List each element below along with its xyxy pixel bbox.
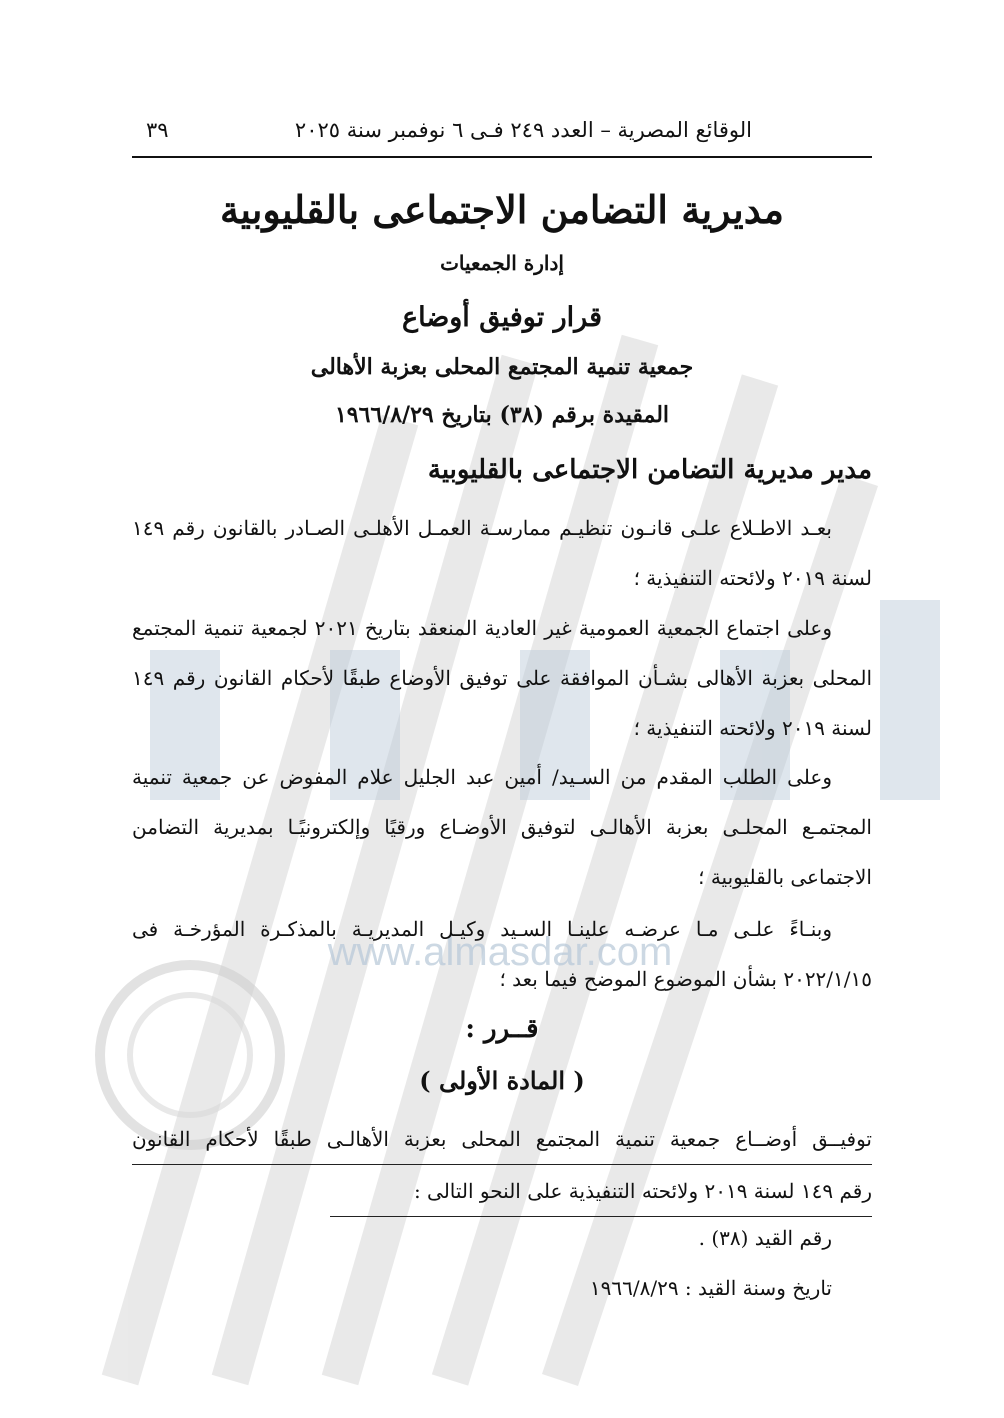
association-name: جمعية تنمية المجتمع المحلى بعزبة الأهالى bbox=[310, 354, 694, 380]
article-title: ( المادة الأولى ) bbox=[419, 1066, 585, 1095]
article-line-2: رقم ١٤٩ لسنة ٢٠١٩ ولائحته التنفيذية على النحو التالى : bbox=[330, 1166, 872, 1217]
paragraph-1-text: بعـد الاطـلاع علـى قانـون تنظيـم ممارسـة العمـل الأهلـى الصـادر بالقانون رقم ١٤٩ لسنة ٢٠١٩ ولائحته التنفيذية ؛ bbox=[132, 516, 872, 590]
paragraph-2-text: وعلى اجتماع الجمعية العمومية غير العادية المنعقد بتاريخ ٢٠٢١ لجمعية تنمية المجتمع المحلى بعزبة الأهالى بشـأن الموافقة على توفيق الأوضاع طبقًا لأحكام القانون رقم ١٤٩ لسنة ٢٠١٩ ولائحته التنفيذية ؛ bbox=[132, 616, 872, 740]
header-title: الوقائع المصرية – العدد ٢٤٩ فـى ٦ نوفمبر سنة ٢٠٢٥ bbox=[294, 118, 752, 142]
sub-title: إدارة الجمعيات bbox=[440, 251, 564, 275]
paragraph-2 bbox=[132, 603, 872, 753]
registration-number-item: رقم القيد (٣٨) . bbox=[698, 1226, 832, 1250]
article-line-1: توفيــق أوضــاع جمعية تنمية المجتمع المحلى بعزبة الأهالـى طبقًا لأحكام القانون bbox=[132, 1114, 872, 1165]
page-number: ٣٩ bbox=[146, 118, 169, 142]
decision-title: قرار توفيق أوضاع bbox=[402, 302, 602, 333]
paragraph-4 bbox=[132, 904, 872, 1004]
main-title: مديرية التضامن الاجتماعى بالقليوبية bbox=[219, 187, 785, 232]
paragraph-4-text: وبنـاءً علـى مـا عرضـه علينـا السـيد وكيـل المديريـة بالمذكـرة المؤرخـة فى ٢٠٢٢/١/١٥ بشأن الموضوع الموضح فيما بعد ؛ bbox=[132, 917, 872, 991]
registration-line: المقيدة برقم (٣٨) بتاريخ ١٩٦٦/٨/٢٩ bbox=[334, 402, 670, 428]
watermark-text: www.almasdar.com bbox=[327, 930, 673, 974]
decided-heading: قــرر : bbox=[465, 1014, 539, 1044]
paragraph-1 bbox=[132, 503, 872, 603]
registration-date-item: تاريخ وسنة القيد : ١٩٦٦/٨/٢٩ bbox=[589, 1276, 832, 1300]
paragraph-3 bbox=[132, 752, 872, 902]
director-line: مدير مديرية التضامن الاجتماعى بالقليوبية bbox=[427, 455, 872, 485]
paragraph-3-text: وعلى الطلب المقدم من السـيد/ أمين عبد الجليل علام المفوض عن جمعية تنمية المجتمـع المحلـى بعزبة الأهالـى لتوفيق الأوضـاع ورقيًا وإلكترونيًـا بمديرية التضامن الاجتماعى بالقليوبية ؛ bbox=[132, 765, 872, 889]
page-header bbox=[132, 112, 872, 158]
